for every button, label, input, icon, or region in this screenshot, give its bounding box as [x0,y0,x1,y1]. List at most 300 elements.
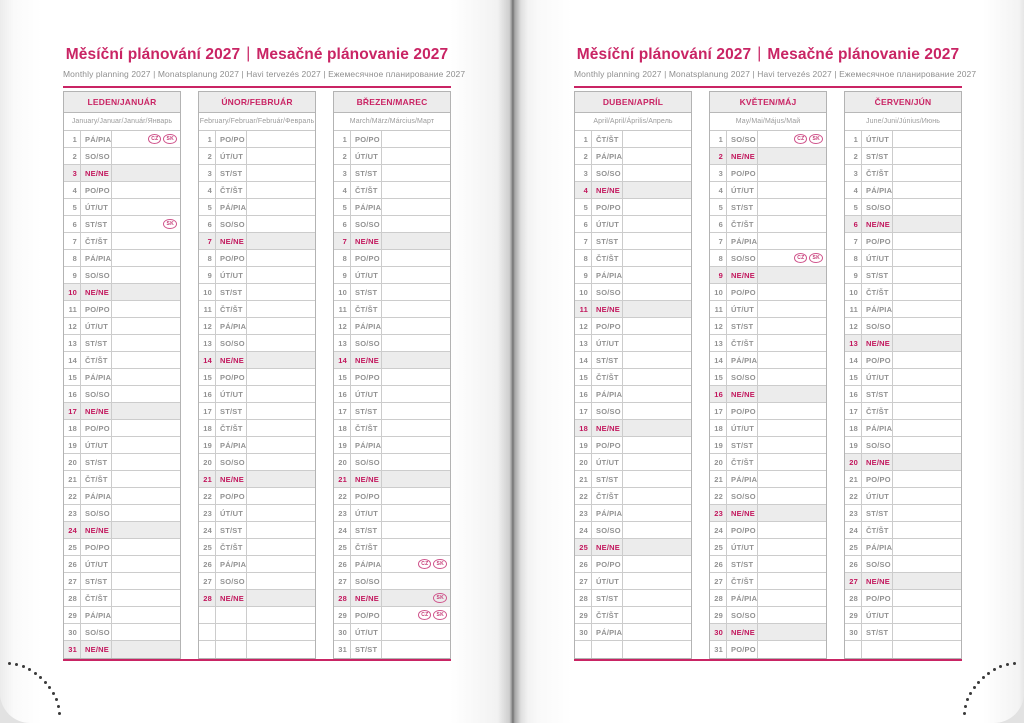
day-name: ČT/ŠT [592,488,623,504]
page-title-slovak: Mesačné plánovanie 2027 [767,46,960,63]
day-number: 26 [199,556,216,572]
day-name: ÚT/UT [592,454,623,470]
day-row [575,624,691,641]
day-name: SO/SO [216,335,247,351]
notes-cell [247,267,315,283]
day-row [199,352,315,369]
holiday-badge-cz-icon: CZ [418,610,431,620]
page-title [63,46,451,64]
notes-cell [758,165,826,181]
day-number: 14 [64,352,81,368]
day-number: 18 [710,420,727,436]
day-name: ÚT/UT [862,488,893,504]
day-row [710,131,826,148]
month-subtitle: May/Mai/Május/Май [710,113,826,131]
page-right-content [512,0,1024,661]
notes-cell [758,131,826,147]
day-row [845,284,961,301]
notes-cell [112,199,180,215]
day-name: PO/PO [862,233,893,249]
day-number [575,641,592,658]
perforation-dot [34,672,37,675]
day-name: SO/SO [351,216,382,232]
day-number: 3 [334,165,351,181]
day-number: 17 [64,403,81,419]
day-name: SO/SO [862,437,893,453]
day-name: ČT/ŠT [81,590,112,606]
day-row [199,556,315,573]
day-row [845,182,961,199]
day-number: 29 [64,607,81,623]
day-name: NE/NE [727,386,758,402]
day-name: NE/NE [862,335,893,351]
day-name: PO/PO [81,182,112,198]
day-name: ÚT/UT [351,624,382,640]
holiday-badge-cz-icon: CZ [794,253,807,263]
notes-cell [758,352,826,368]
day-number: 9 [199,267,216,283]
day-number: 22 [64,488,81,504]
day-number: 28 [575,590,592,606]
day-row [199,454,315,471]
notes-cell [893,148,961,164]
day-name: ČT/ŠT [862,522,893,538]
day-number: 20 [64,454,81,470]
page-left-content [0,0,512,661]
day-row [64,437,180,454]
notes-cell [623,318,691,334]
day-number: 1 [845,131,862,147]
day-number: 15 [575,369,592,385]
day-number: 28 [334,590,351,606]
day-name: NE/NE [592,182,623,198]
day-name: PÁ/PIA [216,318,247,334]
header-rule [63,86,451,88]
day-number: 1 [334,131,351,147]
day-number: 2 [575,148,592,164]
day-name: PÁ/PIA [351,199,382,215]
day-number: 25 [710,539,727,555]
perforation-dot [15,663,18,666]
day-number: 3 [710,165,727,181]
day-name: PO/PO [351,369,382,385]
months-grid-left [63,91,451,659]
day-row [575,267,691,284]
day-name: PÁ/PIA [592,148,623,164]
day-number: 3 [199,165,216,181]
day-row [710,641,826,658]
page-subtitle: Monthly planning 2027 | Monatsplanung 2027 | Havi tervezés 2027 | Ежемесячное планирование 2027 [63,69,466,79]
day-number: 18 [845,420,862,436]
day-number: 1 [710,131,727,147]
day-number: 28 [845,590,862,606]
holiday-badge-sk-icon: SK [163,134,177,144]
day-number: 16 [710,386,727,402]
day-name: PÁ/PIA [592,505,623,521]
day-number: 12 [334,318,351,334]
day-row [64,131,180,148]
day-number: 22 [334,488,351,504]
day-row [710,165,826,182]
day-number: 30 [575,624,592,640]
notes-cell [112,505,180,521]
day-row [64,250,180,267]
notes-cell [758,250,826,266]
notes-cell [893,369,961,385]
day-name: ST/ST [351,284,382,300]
day-number: 29 [845,607,862,623]
day-row [575,216,691,233]
day-name: PÁ/PIA [862,182,893,198]
day-name: ST/ST [862,267,893,283]
notes-cell [623,505,691,521]
holiday-badge-sk-icon: SK [433,559,447,569]
day-number: 27 [64,573,81,589]
day-number: 12 [710,318,727,334]
day-number: 23 [199,505,216,521]
day-number: 23 [575,505,592,521]
notes-cell [758,556,826,572]
day-number: 6 [575,216,592,232]
day-row [710,301,826,318]
day-number: 13 [199,335,216,351]
day-number: 21 [575,471,592,487]
notes-cell [247,369,315,385]
day-number: 19 [710,437,727,453]
notes-cell [382,233,450,249]
day-name: PÁ/PIA [592,267,623,283]
day-row [64,573,180,590]
day-number: 1 [575,131,592,147]
day-name: PO/PO [727,165,758,181]
notes-cell [382,199,450,215]
day-number: 22 [575,488,592,504]
holiday-badge-sk-icon: SK [433,610,447,620]
day-name: NE/NE [351,233,382,249]
day-row [710,556,826,573]
month-table [198,91,316,659]
day-number: 21 [334,471,351,487]
day-number: 28 [64,590,81,606]
notes-cell [247,250,315,266]
day-number: 11 [710,301,727,317]
day-row [575,471,691,488]
day-row [710,216,826,233]
notes-cell [112,454,180,470]
notes-cell [758,573,826,589]
notes-cell [247,233,315,249]
day-row [334,267,450,284]
day-number: 9 [334,267,351,283]
notes-cell [623,386,691,402]
day-row [710,335,826,352]
day-row [199,471,315,488]
day-row [575,488,691,505]
day-number: 9 [64,267,81,283]
day-number: 19 [334,437,351,453]
month-subtitle: June/Juni/Június/Июнь [845,113,961,131]
notes-cell [893,250,961,266]
day-name: ÚT/UT [216,386,247,402]
perforation-dot [1006,663,1009,666]
day-name: ČT/ŠT [727,335,758,351]
notes-cell [893,403,961,419]
day-row [575,522,691,539]
notes-cell [382,131,450,147]
day-row [334,607,450,624]
day-name: SO/SO [727,131,758,147]
day-number: 24 [575,522,592,538]
day-name: ČT/ŠT [351,420,382,436]
day-row [334,420,450,437]
notes-cell [382,148,450,164]
day-name: SO/SO [81,386,112,402]
notes-cell [893,573,961,589]
day-row [845,131,961,148]
day-row [845,233,961,250]
day-name: PÁ/PIA [351,556,382,572]
notes-cell [623,471,691,487]
notes-cell [382,539,450,555]
month-title: BŘEZEN/MAREC [334,92,450,113]
notes-cell [382,352,450,368]
page-subtitle: Monthly planning 2027 | Monatsplanung 2027 | Havi tervezés 2027 | Ежемесячное планирование 2027 [574,69,977,79]
month-table [333,91,451,659]
day-row [334,624,450,641]
day-name: PÁ/PIA [727,471,758,487]
day-row [199,420,315,437]
notes-cell [893,420,961,436]
day-number: 27 [575,573,592,589]
day-row [575,454,691,471]
day-name: NE/NE [81,641,112,658]
day-row [845,386,961,403]
notes-cell [382,250,450,266]
day-number: 30 [710,624,727,640]
notes-cell [623,403,691,419]
notes-cell [758,454,826,470]
notes-cell [893,590,961,606]
notes-cell [247,539,315,555]
day-number: 16 [64,386,81,402]
page-title-czech: Měsíční plánování 2027 [576,46,752,63]
day-number: 20 [199,454,216,470]
day-name: ČT/ŠT [216,539,247,555]
day-number [845,641,862,658]
notes-cell [758,148,826,164]
day-name: NE/NE [81,403,112,419]
notes-cell [112,233,180,249]
day-number: 2 [710,148,727,164]
day-name: PO/PO [727,522,758,538]
day-row [710,607,826,624]
day-row [199,301,315,318]
day-number: 2 [64,148,81,164]
day-name: ÚT/UT [81,199,112,215]
day-row [710,386,826,403]
notes-cell [758,318,826,334]
day-number: 6 [710,216,727,232]
day-name: SO/SO [727,250,758,266]
day-row [64,352,180,369]
day-row [64,454,180,471]
notes-cell [893,182,961,198]
day-number: 15 [64,369,81,385]
day-number: 24 [710,522,727,538]
notes-cell [893,267,961,283]
notes-cell [112,403,180,419]
day-name: ČT/ŠT [592,250,623,266]
notes-cell [247,165,315,181]
day-row [845,624,961,641]
day-row [575,607,691,624]
day-row [710,488,826,505]
day-name: ČT/ŠT [216,420,247,436]
notes-cell [758,624,826,640]
notes-cell [758,420,826,436]
day-row [334,471,450,488]
notes-cell [382,301,450,317]
day-name: PÁ/PIA [862,301,893,317]
day-row [64,624,180,641]
notes-cell [623,199,691,215]
notes-cell [893,624,961,640]
day-name: NE/NE [81,165,112,181]
notes-cell [112,488,180,504]
day-name: PO/PO [351,250,382,266]
notes-cell [382,335,450,351]
holiday-badge-cz-icon: CZ [418,559,431,569]
day-number: 18 [64,420,81,436]
day-row [199,199,315,216]
day-name: ČT/ŠT [81,233,112,249]
day-name: ÚT/UT [727,182,758,198]
day-row [845,148,961,165]
day-number: 15 [710,369,727,385]
day-number: 18 [334,420,351,436]
notes-cell [112,386,180,402]
notes-cell [758,233,826,249]
day-number: 27 [334,573,351,589]
perforation-dot [977,681,980,684]
notes-cell [623,301,691,317]
notes-cell [758,403,826,419]
day-row [64,216,180,233]
day-name: SO/SO [727,607,758,623]
day-name: SO/SO [81,148,112,164]
day-name: ČT/ŠT [81,471,112,487]
day-name: PÁ/PIA [592,386,623,402]
day-row [334,454,450,471]
notes-cell [893,284,961,300]
day-row [710,284,826,301]
day-number: 4 [334,182,351,198]
day-name: ÚT/UT [862,369,893,385]
notes-cell [382,267,450,283]
notes-cell [758,471,826,487]
day-number: 22 [710,488,727,504]
notes-cell [623,250,691,266]
day-row [199,335,315,352]
notes-cell [382,165,450,181]
day-name: NE/NE [862,454,893,470]
day-number: 24 [334,522,351,538]
day-row [334,216,450,233]
day-name: SO/SO [351,454,382,470]
day-number: 4 [710,182,727,198]
notes-cell [247,148,315,164]
perforation-dot [982,676,985,679]
day-number: 31 [334,641,351,658]
day-name: ST/ST [862,386,893,402]
day-number: 2 [845,148,862,164]
day-row [199,488,315,505]
day-name: ČT/ŠT [592,131,623,147]
day-row [710,420,826,437]
day-row [575,420,691,437]
day-row [334,165,450,182]
month-title: LEDEN/JANUÁR [64,92,180,113]
notes-cell [623,420,691,436]
notes-cell [623,148,691,164]
notes-cell [112,607,180,623]
day-number: 20 [334,454,351,470]
notes-cell [382,420,450,436]
notes-cell [247,454,315,470]
day-name: ÚT/UT [351,386,382,402]
day-name: NE/NE [351,590,382,606]
day-row [64,267,180,284]
day-name: ST/ST [862,148,893,164]
day-name: SO/SO [862,318,893,334]
day-row [845,267,961,284]
notes-cell [382,318,450,334]
notes-cell [382,505,450,521]
day-number: 10 [845,284,862,300]
notes-cell [893,352,961,368]
day-row [710,267,826,284]
notes-cell [382,488,450,504]
day-number: 7 [199,233,216,249]
day-number: 25 [845,539,862,555]
day-row [64,505,180,522]
day-name: ÚT/UT [727,420,758,436]
day-number: 26 [334,556,351,572]
day-number: 3 [575,165,592,181]
day-row [64,403,180,420]
day-row [575,437,691,454]
day-number: 14 [334,352,351,368]
notes-cell [758,607,826,623]
notes-cell [758,386,826,402]
notes-cell [112,624,180,640]
day-number: 4 [575,182,592,198]
day-name: ČT/ŠT [727,454,758,470]
notes-cell [758,284,826,300]
notes-cell [623,267,691,283]
day-name: ST/ST [727,318,758,334]
day-name: ST/ST [592,471,623,487]
day-name: ÚT/UT [216,267,247,283]
notes-cell [893,131,961,147]
notes-cell [112,573,180,589]
day-row [575,250,691,267]
day-name: PÁ/PIA [81,250,112,266]
day-number: 30 [64,624,81,640]
day-name: PO/PO [727,284,758,300]
month-table [63,91,181,659]
notes-cell [623,284,691,300]
